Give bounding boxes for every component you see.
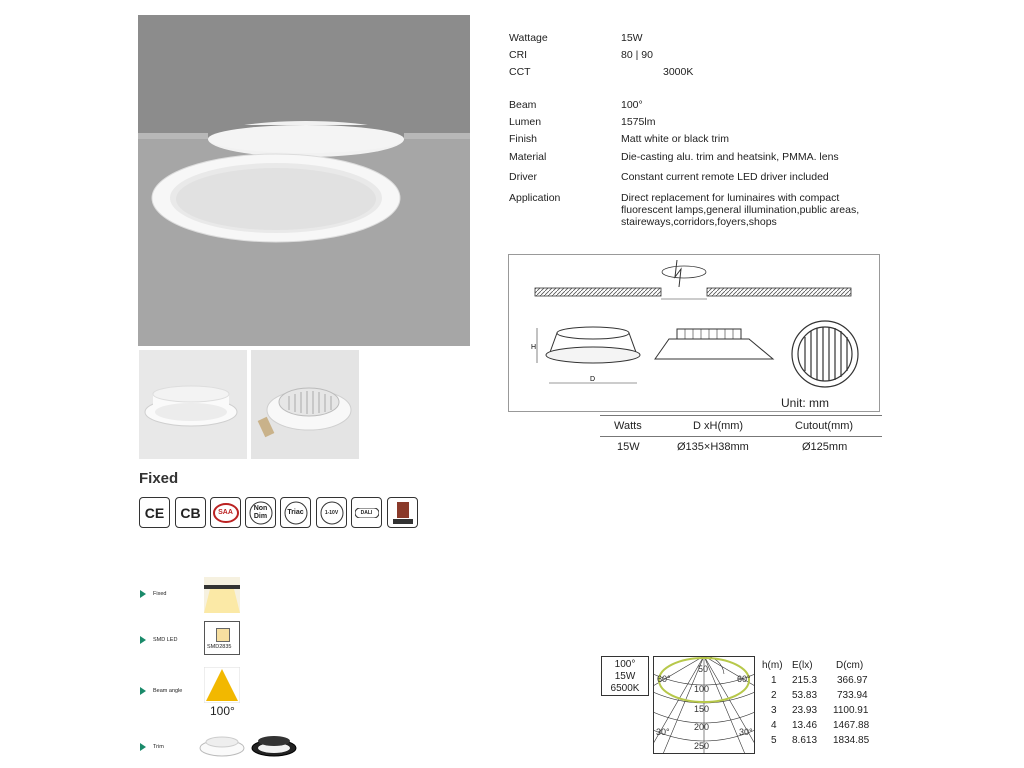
legend-label-smd: SMD LED xyxy=(153,637,178,643)
thumbnail-front-view[interactable] xyxy=(139,350,247,459)
spec-value: Direct replacement for luminaires with compact fluorescent lamps,general illumination,public areas, staireways,corridors,foyers,shops xyxy=(621,192,860,228)
spec-value: 80 | 90 xyxy=(621,49,653,61)
polar-label-150: 150 xyxy=(694,704,710,714)
arrow-icon xyxy=(140,636,146,644)
thumbnail-back-view[interactable] xyxy=(251,350,359,459)
unit-label: Unit: mm xyxy=(781,396,829,410)
arrow-icon xyxy=(140,687,146,695)
spec-value: Matt white or black trim xyxy=(621,133,729,145)
dim-1-10v-icon: 1-10V xyxy=(316,497,347,528)
arrow-icon xyxy=(140,590,146,598)
photometric-cell: 1 xyxy=(771,675,777,686)
ce-mark-icon: CE xyxy=(139,497,170,528)
hero-product-photo xyxy=(138,15,470,346)
spec-key: Finish xyxy=(509,133,538,145)
spec-key: Beam xyxy=(509,99,537,111)
smd-type-label: SMD2835 xyxy=(207,644,232,650)
beam-angle-icon xyxy=(204,667,240,703)
photometric-cell: 2 xyxy=(771,690,777,701)
arrow-icon xyxy=(140,743,146,751)
spec-value: 3000K xyxy=(663,66,694,78)
photometric-watt: 15W xyxy=(614,671,636,682)
photometric-header-d: D(cm) xyxy=(836,660,864,671)
polar-label-200: 200 xyxy=(694,722,710,732)
photometric-cell: 733.94 xyxy=(837,690,868,701)
spec-key: Application xyxy=(509,192,561,204)
photometric-spec-box xyxy=(601,656,649,696)
spec-key: CRI xyxy=(509,49,528,61)
saa-mark-icon: SAA xyxy=(210,497,241,528)
photometric-cell: 8.613 xyxy=(792,735,818,746)
polar-light-diagram xyxy=(653,656,755,754)
dimension-drawing xyxy=(509,255,881,413)
spec-value: Die-casting alu. trim and heatsink, PMMA. lens xyxy=(621,151,839,163)
fixed-heading: Fixed xyxy=(139,470,179,487)
polar-angle-right-30: 30° xyxy=(739,727,753,737)
photometric-cell: 23.93 xyxy=(792,705,818,716)
rating-badge-icon xyxy=(387,497,418,528)
spec-value: 100° xyxy=(621,99,643,111)
cb-mark-icon: CB xyxy=(175,497,206,528)
photometric-cell: 215.3 xyxy=(792,675,818,686)
dims-top-rule xyxy=(600,415,882,416)
downlight-front-image xyxy=(139,350,247,459)
photometric-cell: 1467.88 xyxy=(833,720,870,731)
photometric-beam: 100° xyxy=(614,659,636,670)
spec-value: 15W xyxy=(621,32,643,44)
photometric-cell: 366.97 xyxy=(837,675,868,686)
photometric-cell: 4 xyxy=(771,720,777,731)
spec-key: Wattage xyxy=(509,32,548,44)
triac-icon: Triac xyxy=(280,497,311,528)
photometric-header-e: E(lx) xyxy=(792,660,813,671)
fixed-mount-icon xyxy=(204,577,240,613)
legend-label-fixed: Fixed xyxy=(153,591,167,597)
beam-angle-value: 100° xyxy=(210,704,235,718)
non-dim-icon: Non Dim xyxy=(245,497,276,528)
photometric-cell: 1100.91 xyxy=(833,705,869,716)
photometric-header-h: h(m) xyxy=(762,660,783,671)
technical-drawing xyxy=(508,254,880,412)
polar-angle-right-60: 60° xyxy=(737,674,751,684)
dims-value-watts: 15W xyxy=(617,441,640,453)
downlight-back-image xyxy=(251,350,359,459)
legend-label-beam: Beam angle xyxy=(153,688,183,694)
spec-key: Lumen xyxy=(509,116,542,128)
diameter-label: D xyxy=(590,376,596,383)
spec-value: 1575lm xyxy=(621,116,656,128)
photometric-cell: 1834.85 xyxy=(833,735,870,746)
photometric-cell: 3 xyxy=(771,705,777,716)
polar-angle-left-30: 30° xyxy=(656,727,670,737)
black-trim-icon xyxy=(250,733,298,759)
polar-label-250: 250 xyxy=(694,741,710,751)
photometric-cct: 6500K xyxy=(610,683,640,694)
polar-angle-left-60: 60° xyxy=(657,674,671,684)
photometric-cell: 13.46 xyxy=(792,720,818,731)
dims-header-dxh: D xH(mm) xyxy=(693,420,744,432)
polar-label-100: 100 xyxy=(694,684,710,694)
spec-key: CCT xyxy=(509,66,531,78)
smd-led-icon xyxy=(204,621,240,655)
dims-header-cutout: Cutout(mm) xyxy=(795,420,854,432)
dims-value-dxh: Ø135×H38mm xyxy=(677,441,749,453)
smd-chip-icon xyxy=(216,628,230,642)
dims-mid-rule xyxy=(600,436,882,437)
downlight-illustration xyxy=(138,15,470,346)
dali-icon: DALI xyxy=(351,497,382,528)
legend-label-trim: Trim xyxy=(153,744,164,750)
white-trim-icon xyxy=(198,733,246,759)
height-label: H xyxy=(531,344,537,351)
spec-key: Material xyxy=(509,151,547,163)
photometric-cell: 53.83 xyxy=(792,690,818,701)
dims-header-watts: Watts xyxy=(614,420,642,432)
polar-label-50: 50 xyxy=(698,664,709,674)
spec-value: Constant current remote LED driver included xyxy=(621,171,829,183)
photometric-cell: 5 xyxy=(771,735,777,746)
spec-key: Driver xyxy=(509,171,537,183)
dims-value-cutout: Ø125mm xyxy=(802,441,848,453)
